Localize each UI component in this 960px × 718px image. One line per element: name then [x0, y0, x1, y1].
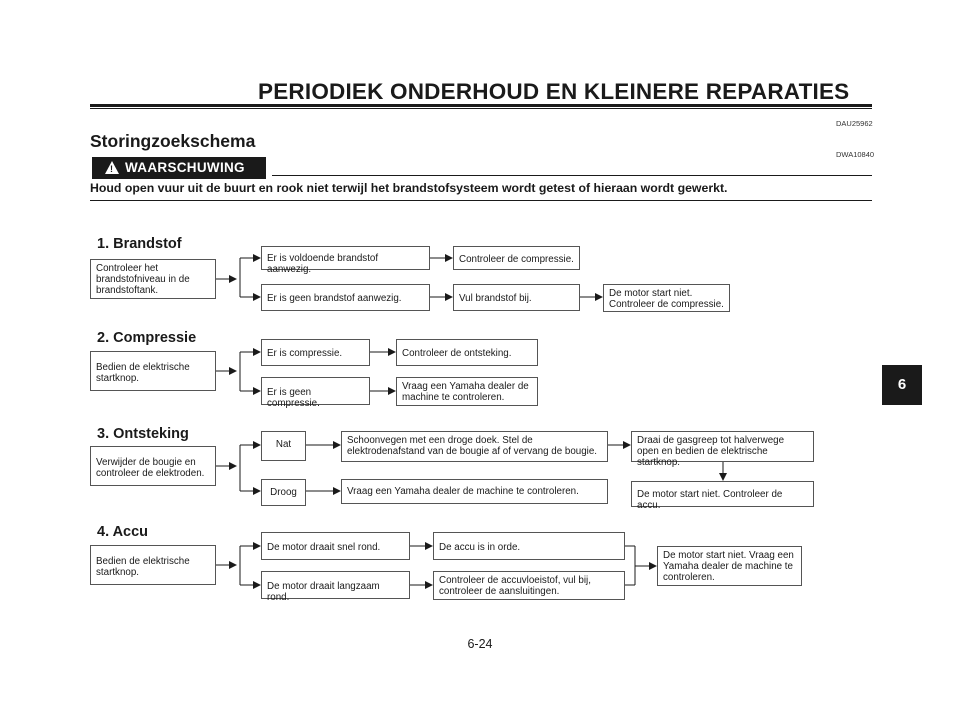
chapter-tab: 6 — [882, 365, 922, 405]
battery-title: 4. Accu — [97, 524, 149, 540]
fuel-yes-box: Er is voldoende brandstof aanwezig. — [261, 246, 430, 270]
ignition-dry-box: Droog — [261, 479, 306, 506]
section-code: DAU25962 — [836, 119, 873, 128]
chapter-title: PERIODIEK ONDERHOUD EN KLEINERE REPARATIES — [258, 79, 850, 104]
battery-fast-box: De motor draait snel rond. — [261, 532, 410, 560]
fuel-yes-next-box: Controleer de compressie. — [453, 246, 580, 270]
battery-fast-next-box: De accu is in orde. — [433, 532, 625, 560]
section-title: Storingzoekschema — [90, 131, 256, 151]
ignition-dry-next-box: Vraag een Yamaha dealer de machine te controleren. — [341, 479, 608, 504]
battery-slow-box: De motor draait langzaam rond. — [261, 571, 410, 599]
page-number: 6-24 — [467, 637, 493, 651]
ignition-wet-box: Nat — [261, 431, 306, 461]
fuel-no-next-box: Vul brandstof bij. — [453, 284, 580, 311]
battery-start-box: Bedien de elektrische startknop. — [90, 545, 216, 585]
warning-exclamation-icon: ! — [110, 164, 113, 174]
warning-code: DWA10840 — [836, 150, 875, 159]
fuel-start-box: Controleer het brandstofniveau in de brandstoftank. — [90, 259, 216, 299]
battery-final-box: De motor start niet. Vraag een Yamaha dealer de machine te controleren. — [657, 546, 802, 586]
ignition-wet-final-box: Draai de gasgreep tot halverwege open en bedien de elektrische startknop. — [631, 431, 814, 462]
compression-no-next-box: Vraag een Yamaha dealer de machine te controleren. — [396, 377, 538, 406]
ignition-title: 3. Ontsteking — [97, 426, 189, 442]
ignition-wet-next-box: Schoonvegen met een droge doek. Stel de elektrodenafstand van de bougie af of vervang de bougie. — [341, 431, 608, 462]
warning-text: Houd open vuur uit de buurt en rook niet terwijl het brandstofsysteem wordt getest of hieraan wordt gewerkt. — [90, 181, 728, 195]
compression-title: 2. Compressie — [97, 330, 197, 346]
fuel-no-final-box: De motor start niet. Controleer de compressie. — [603, 284, 730, 312]
fuel-no-box: Er is geen brandstof aanwezig. — [261, 284, 430, 311]
ignition-start-box: Verwijder de bougie en controleer de elektroden. — [90, 446, 216, 486]
warning-label: WAARSCHUWING — [125, 160, 245, 175]
compression-yes-next-box: Controleer de ontsteking. — [396, 339, 538, 366]
compression-no-box: Er is geen compressie. — [261, 377, 370, 405]
battery-slow-next-box: Controleer de accuvloeistof, vul bij, controleer de aansluitingen. — [433, 571, 625, 600]
compression-start-box: Bedien de elektrische startknop. — [90, 351, 216, 391]
ignition-final-box: De motor start niet. Controleer de accu. — [631, 481, 814, 507]
compression-yes-box: Er is compressie. — [261, 339, 370, 366]
fuel-title: 1. Brandstof — [97, 236, 182, 252]
